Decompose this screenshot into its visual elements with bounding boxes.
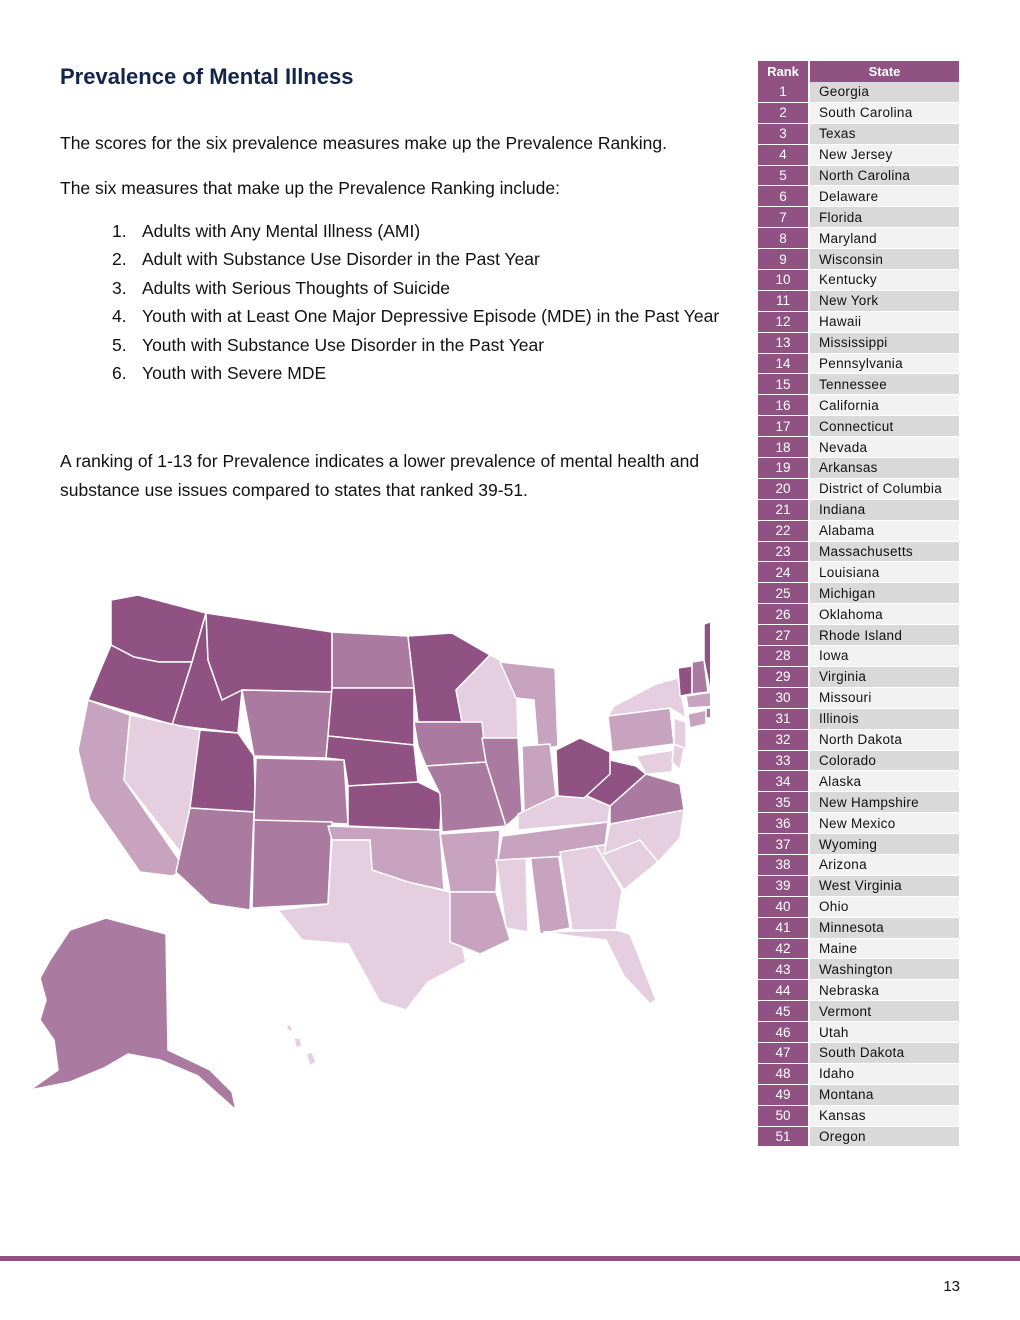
table-row	[758, 1064, 959, 1085]
table-row	[758, 1085, 959, 1106]
state-cell: Georgia	[810, 82, 959, 103]
state-cell: Idaho	[810, 1064, 959, 1085]
list-item-number: 6.	[112, 363, 127, 384]
table-row	[758, 82, 959, 103]
state-cell: Pennsylvania	[810, 354, 959, 375]
table-row	[758, 479, 959, 500]
list-item-text: Adults with Serious Thoughts of Suicide	[142, 277, 451, 298]
table-row	[758, 521, 959, 542]
rank-cell: 47	[758, 1043, 810, 1064]
state-kansas	[348, 782, 442, 830]
state-wyoming	[242, 690, 332, 758]
rank-cell: 12	[758, 312, 810, 333]
state-cell: Delaware	[810, 186, 959, 207]
list-item	[112, 245, 719, 273]
state-cell: Florida	[810, 207, 959, 228]
state-ranking-table	[758, 61, 959, 1147]
state-cell: Washington	[810, 959, 959, 980]
rank-cell: 8	[758, 228, 810, 249]
ranking-note-paragraph: A ranking of 1-13 for Prevalence indicates a lower prevalence of mental health and substance use issues compared to states that ranked 39-51.	[60, 451, 700, 500]
table-row	[758, 813, 959, 834]
table-row	[758, 667, 959, 688]
rank-cell: 33	[758, 751, 810, 772]
list-item-text: Youth with Substance Use Disorder in the Past Year	[142, 334, 545, 355]
rank-cell: 13	[758, 333, 810, 354]
state-new-mexico	[252, 820, 332, 908]
rank-header: Rank	[758, 61, 810, 82]
table-row	[758, 730, 959, 751]
state-montana	[206, 613, 332, 700]
table-row	[758, 103, 959, 124]
table-row	[758, 1106, 959, 1127]
table-row	[758, 562, 959, 583]
table-row	[758, 124, 959, 145]
state-cell: Alabama	[810, 521, 959, 542]
state-cell: Nebraska	[810, 980, 959, 1001]
state-cell: California	[810, 395, 959, 416]
table-row	[758, 939, 959, 960]
table-row	[758, 709, 959, 730]
state-cell: Kansas	[810, 1106, 959, 1127]
table-row	[758, 646, 959, 667]
rank-cell: 40	[758, 897, 810, 918]
state-cell: South Dakota	[810, 1043, 959, 1064]
table-row	[758, 1127, 959, 1148]
table-row	[758, 792, 959, 813]
state-cell: North Carolina	[810, 166, 959, 187]
state-alaska	[30, 918, 236, 1110]
rank-cell: 4	[758, 145, 810, 166]
table-row	[758, 500, 959, 521]
state-north-dakota	[332, 632, 414, 688]
table-row	[758, 374, 959, 395]
list-item-text: Adults with Any Mental Illness (AMI)	[142, 221, 421, 241]
list-item-text: Youth with Severe MDE	[142, 363, 327, 384]
rank-cell: 50	[758, 1106, 810, 1127]
state-cell: Louisiana	[810, 562, 959, 583]
state-cell: Utah	[810, 1022, 959, 1043]
rank-cell: 48	[758, 1064, 810, 1085]
rank-cell: 49	[758, 1085, 810, 1106]
rank-cell: 36	[758, 813, 810, 834]
rank-cell: 21	[758, 500, 810, 521]
state-arizona	[176, 808, 254, 910]
state-rhode-island	[706, 708, 710, 718]
rank-cell: 17	[758, 416, 810, 437]
rank-cell: 46	[758, 1022, 810, 1043]
page-title: Prevalence of Mental Illness	[60, 64, 354, 89]
rank-cell: 30	[758, 688, 810, 709]
rank-cell: 43	[758, 959, 810, 980]
list-item-text: Youth with at Least One Major Depressive Episode (MDE) in the Past Year	[142, 306, 720, 327]
table-row	[758, 228, 959, 249]
rank-cell: 5	[758, 166, 810, 187]
rank-cell: 22	[758, 521, 810, 542]
rank-cell: 41	[758, 918, 810, 939]
rank-cell: 35	[758, 792, 810, 813]
list-item	[112, 331, 719, 359]
state-cell: Massachusetts	[810, 542, 959, 563]
list-item-number: 5.	[112, 334, 127, 355]
rank-cell: 32	[758, 730, 810, 751]
rank-cell: 2	[758, 103, 810, 124]
state-cell: Oregon	[810, 1127, 959, 1148]
table-row	[758, 834, 959, 855]
state-cell: Illinois	[810, 709, 959, 730]
state-cell: Michigan	[810, 583, 959, 604]
table-row	[758, 604, 959, 625]
table-row	[758, 897, 959, 918]
list-item	[112, 217, 719, 245]
state-cell: Ohio	[810, 897, 959, 918]
rank-cell: 3	[758, 124, 810, 145]
list-item-number: 2.	[112, 249, 127, 270]
state-cell: Alaska	[810, 771, 959, 792]
table-row	[758, 207, 959, 228]
table-row	[758, 249, 959, 270]
rank-cell: 7	[758, 207, 810, 228]
list-item-number: 1.	[112, 221, 127, 241]
table-row	[758, 876, 959, 897]
state-cell: Kentucky	[810, 270, 959, 291]
state-cell: Arkansas	[810, 458, 959, 479]
state-cell: Maryland	[810, 228, 959, 249]
rank-cell: 14	[758, 354, 810, 375]
state-florida	[544, 930, 656, 1004]
state-cell: Virginia	[810, 667, 959, 688]
state-cell: Oklahoma	[810, 604, 959, 625]
rank-cell: 44	[758, 980, 810, 1001]
state-cell: Connecticut	[810, 416, 959, 437]
table-row	[758, 918, 959, 939]
rank-cell: 51	[758, 1127, 810, 1148]
intro-paragraph: The scores for the six prevalence measures make up the Prevalence Ranking.	[60, 133, 667, 153]
measures-list	[112, 217, 719, 387]
state-south-dakota	[328, 688, 414, 745]
state-arkansas	[440, 830, 500, 892]
rank-cell: 34	[758, 771, 810, 792]
table-row	[758, 583, 959, 604]
state-cell: Wyoming	[810, 834, 959, 855]
state-cell: Arizona	[810, 855, 959, 876]
footer-divider	[0, 1256, 1020, 1261]
state-cell: Minnesota	[810, 918, 959, 939]
rank-cell: 10	[758, 270, 810, 291]
rank-cell: 26	[758, 604, 810, 625]
table-row	[758, 1043, 959, 1064]
rank-cell: 18	[758, 437, 810, 458]
list-item-number: 4.	[112, 306, 127, 327]
table-row	[758, 1022, 959, 1043]
state-delaware	[672, 744, 684, 770]
state-cell: New Jersey	[810, 145, 959, 166]
state-cell: Montana	[810, 1085, 959, 1106]
rank-cell: 27	[758, 625, 810, 646]
rank-cell: 24	[758, 562, 810, 583]
state-cell: Colorado	[810, 751, 959, 772]
table-row	[758, 625, 959, 646]
state-utah	[190, 730, 256, 812]
state-cell: Vermont	[810, 1001, 959, 1022]
state-hawaii	[286, 1024, 316, 1066]
table-row	[758, 855, 959, 876]
table-row	[758, 437, 959, 458]
state-cell: Nevada	[810, 437, 959, 458]
rank-cell: 23	[758, 542, 810, 563]
table-row	[758, 291, 959, 312]
us-prevalence-map	[10, 590, 710, 1110]
state-cell: Rhode Island	[810, 625, 959, 646]
state-louisiana	[450, 892, 510, 954]
state-vermont	[678, 666, 692, 696]
table-row	[758, 959, 959, 980]
state-cell: North Dakota	[810, 730, 959, 751]
table-row	[758, 354, 959, 375]
state-cell: South Carolina	[810, 103, 959, 124]
state-iowa	[414, 722, 486, 766]
table-row	[758, 166, 959, 187]
table-row	[758, 688, 959, 709]
table-row	[758, 980, 959, 1001]
state-cell: Mississippi	[810, 333, 959, 354]
table-row	[758, 312, 959, 333]
table-row	[758, 395, 959, 416]
state-cell: Hawaii	[810, 312, 959, 333]
table-row	[758, 270, 959, 291]
rank-cell: 37	[758, 834, 810, 855]
list-item-number: 3.	[112, 277, 127, 298]
table-row	[758, 333, 959, 354]
list-item	[112, 302, 719, 330]
rank-cell: 11	[758, 291, 810, 312]
table-row	[758, 186, 959, 207]
rank-cell: 6	[758, 186, 810, 207]
state-colorado	[254, 758, 348, 824]
state-cell: Missouri	[810, 688, 959, 709]
rank-cell: 1	[758, 82, 810, 103]
table-row	[758, 542, 959, 563]
rank-cell: 28	[758, 646, 810, 667]
state-cell: Maine	[810, 939, 959, 960]
table-row	[758, 145, 959, 166]
state-cell: West Virginia	[810, 876, 959, 897]
page-number: 13	[943, 1278, 960, 1295]
rank-cell: 15	[758, 374, 810, 395]
table-row	[758, 416, 959, 437]
state-cell: District of Columbia	[810, 479, 959, 500]
state-connecticut	[688, 710, 706, 728]
state-cell: Indiana	[810, 500, 959, 521]
rank-cell: 29	[758, 667, 810, 688]
state-cell: Tennessee	[810, 374, 959, 395]
state-cell: New Hampshire	[810, 792, 959, 813]
list-item	[112, 359, 719, 387]
table-row	[758, 1001, 959, 1022]
table-row	[758, 771, 959, 792]
rank-cell: 45	[758, 1001, 810, 1022]
ranking-rows	[758, 82, 959, 1147]
rank-cell: 38	[758, 855, 810, 876]
table-row	[758, 458, 959, 479]
rank-cell: 42	[758, 939, 810, 960]
state-cell: Wisconsin	[810, 249, 959, 270]
state-cell: New York	[810, 291, 959, 312]
rank-cell: 9	[758, 249, 810, 270]
rank-cell: 19	[758, 458, 810, 479]
table-row	[758, 751, 959, 772]
rank-cell: 25	[758, 583, 810, 604]
list-item	[112, 274, 719, 302]
list-intro-paragraph: The six measures that make up the Prevalence Ranking include:	[60, 178, 560, 198]
rank-cell: 20	[758, 479, 810, 500]
rank-cell: 31	[758, 709, 810, 730]
rank-cell: 39	[758, 876, 810, 897]
rank-cell: 16	[758, 395, 810, 416]
state-cell: New Mexico	[810, 813, 959, 834]
state-header: State	[810, 61, 959, 82]
state-cell: Iowa	[810, 646, 959, 667]
list-item-text: Adult with Substance Use Disorder in the Past Year	[142, 249, 540, 270]
state-cell: Texas	[810, 124, 959, 145]
